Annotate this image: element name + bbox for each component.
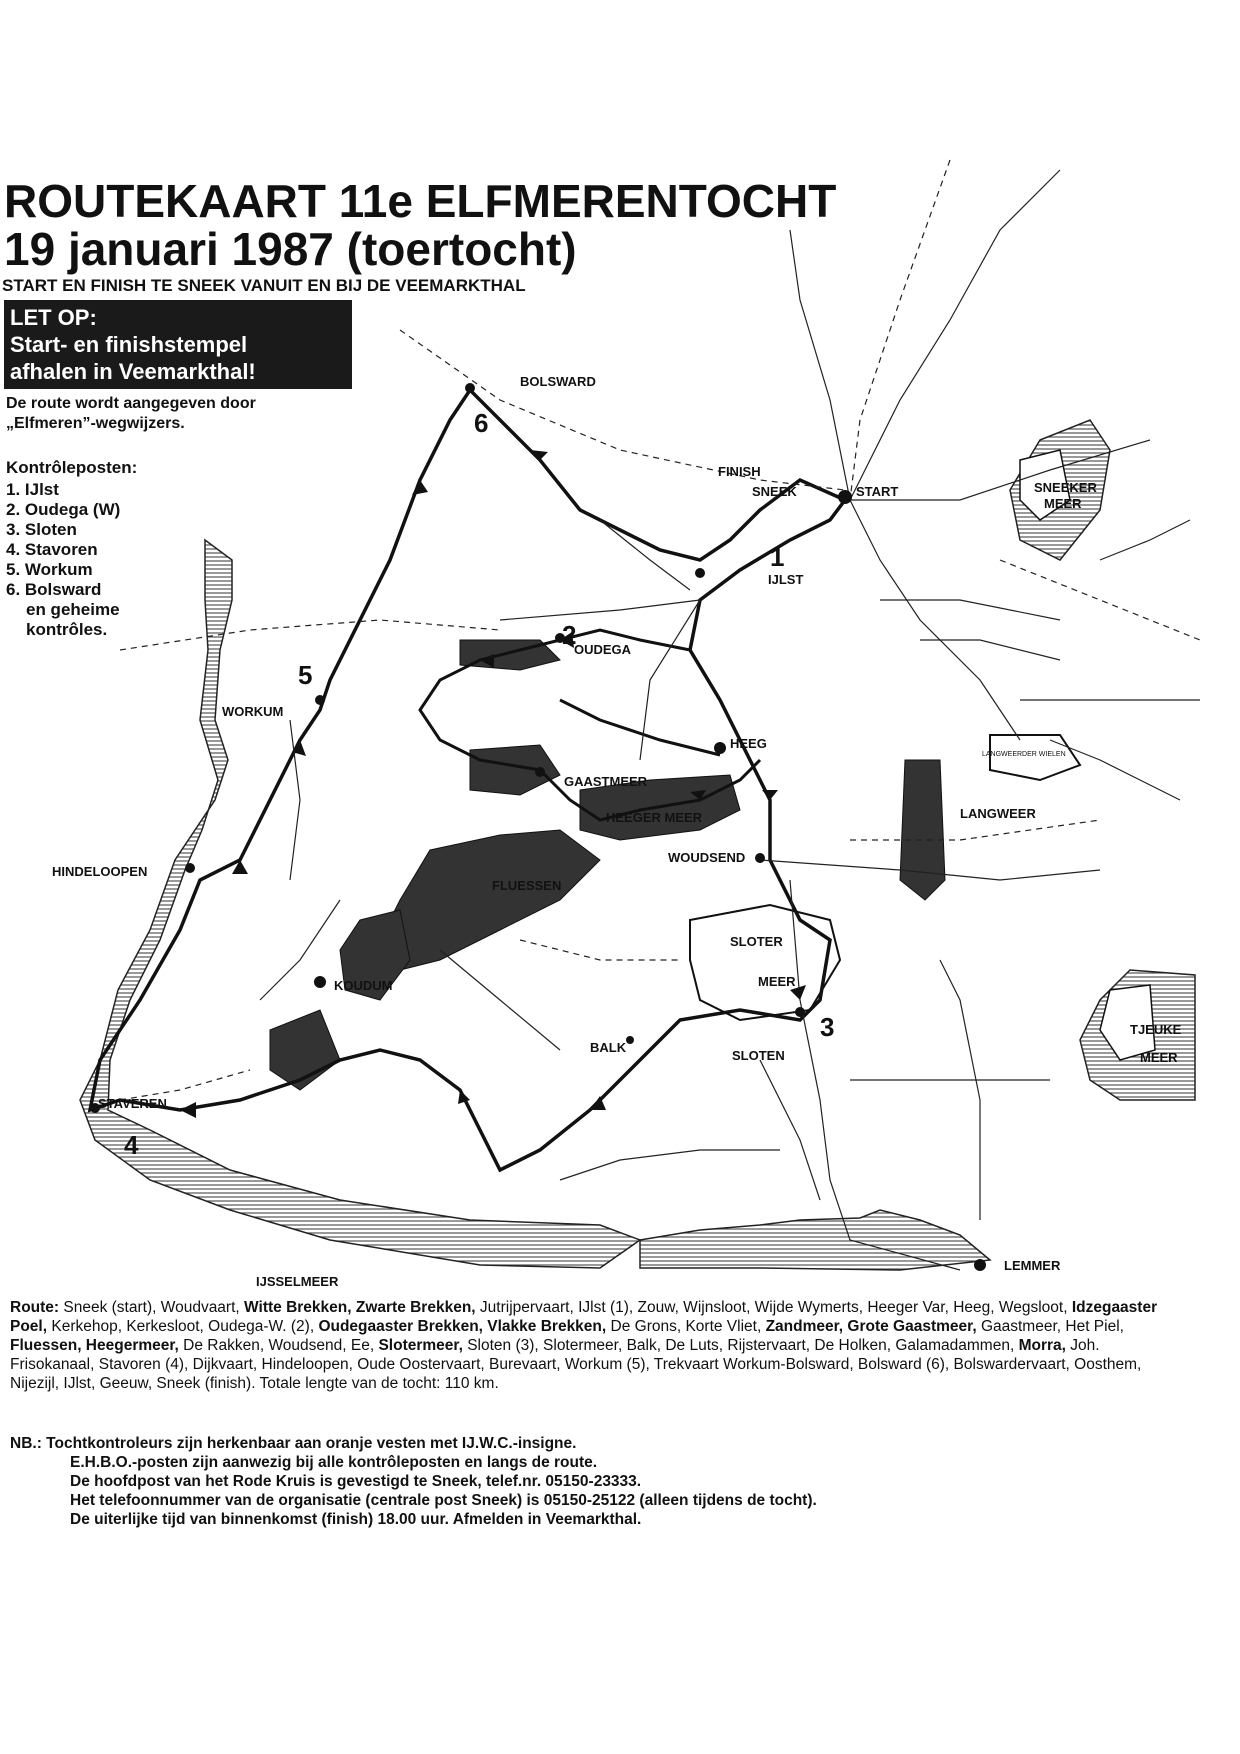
route-part: Idzegaaster Poel, <box>10 1299 1158 1335</box>
route-part: Fluessen, Heegermeer, <box>10 1337 184 1354</box>
nb-line: De uiterlijke tijd van binnenkomst (finish) 18.00 uur. Afmelden in Veemarkthal. <box>70 1511 642 1528</box>
map-label-langweer: LANGWEER <box>960 806 1036 821</box>
ijsselmeer-water-east <box>640 1210 990 1270</box>
map-label-finish: FINISH <box>718 464 761 479</box>
map-label-sneek: SNEEK <box>752 484 797 499</box>
checkpoint-4: 4 <box>124 1130 139 1160</box>
route-part: Joh. Frisokanaal, Stavoren (4), Dijkvaart, Hindeloopen, Oude Oostervaart, Burevaart, Workum (5), Trekvaart Workum-Bolsward, Bolsward (6), Bolswardervaart, Oosthem, Nijezijl, IJlst, Geeuw, Sneek (finish). Totale lengte van de tocht: 110 km. <box>10 1337 1142 1392</box>
route-line-heeg <box>560 700 720 755</box>
kontrolepost-item: kontrôles. <box>26 620 108 639</box>
route-part: De Rakken, Woudsend, Ee, <box>183 1337 379 1354</box>
route-part: Witte Brekken, Zwarte Brekken, <box>244 1299 480 1316</box>
ijsselmeer-water <box>80 540 640 1268</box>
route-part: Sneek (start), Woudvaart, <box>63 1299 245 1316</box>
map-label-ijsselmeer: IJSSELMEER <box>256 1274 339 1289</box>
map-label-balk: BALK <box>590 1040 627 1055</box>
map-label-start: START <box>856 484 899 499</box>
kontrolepost-item: 5. Workum <box>6 560 93 579</box>
map-label-koudum: KOUDUM <box>334 978 393 993</box>
map-label-ijlst: IJLST <box>768 572 804 587</box>
route-part: Morra, <box>1018 1337 1071 1354</box>
kontrolepost-item: 6. Bolsward <box>6 580 102 599</box>
checkpoint-2: 2 <box>562 620 577 650</box>
map-label-heeger-meer: HEEGER MEER <box>606 810 703 825</box>
checkpoint-6: 6 <box>474 408 489 438</box>
nb-line: E.H.B.O.-posten zijn aanwezig bij alle kontrôleposten en langs de route. <box>70 1454 598 1471</box>
route-note <box>6 394 256 434</box>
nb-line: NB.: Tochtkontroleurs zijn herkenbaar aan oranje vesten met IJ.W.C.-insigne. <box>10 1435 577 1452</box>
kontrolepost-item: en geheime <box>26 600 120 619</box>
kontrolepost-item: 1. IJlst <box>6 480 59 499</box>
map-label-gaastmeer: GAASTMEER <box>564 774 648 789</box>
route-note-line-2: „Elfmeren”-wegwijzers. <box>6 415 185 432</box>
route-part: De Grons, Korte Vliet, <box>610 1318 766 1335</box>
kontrolepost-item: 4. Stavoren <box>6 540 98 559</box>
map-label-langweerder-wielen: LANGWEERDER WIELEN <box>982 751 1066 758</box>
route-part: Gaastmeer, Het Piel, <box>980 1318 1124 1335</box>
langweer-lake <box>900 760 945 900</box>
kontrolepost-item: 2. Oudega (W) <box>6 500 121 519</box>
map-label-staveren: STAVEREN <box>98 1096 167 1111</box>
gaastmeer-lake <box>470 745 560 795</box>
notice-line-3: afhalen in Veemarkthal! <box>10 359 256 384</box>
route-part: Jutrijpervaart, IJlst (1), Zouw, Wijnsloot, Wijde Wymerts, Heeger Var, Heeg, Wegsloot, <box>479 1299 1072 1316</box>
map-label-sloter-meer: MEER <box>758 974 796 989</box>
map-label-fluessen: FLUESSEN <box>492 878 562 893</box>
page-title-date: 19 januari 1987 (toertocht) <box>4 223 577 275</box>
map-label-tjeuke: TJEUKE <box>1130 1022 1182 1037</box>
map-label-sneeker: SNEEKER <box>1034 480 1097 495</box>
checkpoint-1: 1 <box>770 542 785 572</box>
route-part: Slotermeer, <box>378 1337 468 1354</box>
checkpoint-3: 3 <box>820 1012 835 1042</box>
map-label-sneeker-meer: MEER <box>1044 496 1082 511</box>
map-label-sloten: SLOTEN <box>732 1048 785 1063</box>
map-label-heeg: HEEG <box>730 736 767 751</box>
map-label-workum: WORKUM <box>222 704 284 719</box>
route-part: Sloten (3), Slotermeer, Balk, De Luts, Rijstervaart, De Holken, Galamadammen, <box>467 1337 1019 1354</box>
map-label-woudsend: WOUDSEND <box>668 850 746 865</box>
nb-line: De hoofdpost van het Rode Kruis is gevestigd te Sneek, telef.nr. 05150-23333. <box>70 1473 642 1490</box>
map-label-lemmer: LEMMER <box>1004 1258 1061 1273</box>
nb-line: Het telefoonnummer van de organisatie (centrale post Sneek) is 05150-25122 (alleen tijdens de tocht). <box>70 1492 817 1509</box>
notice-line-2: Start- en finishstempel <box>10 332 248 357</box>
page-subtitle: START EN FINISH TE SNEEK VANUIT EN BIJ DE VEEMARKTHAL <box>2 276 526 295</box>
route-note-line-1: De route wordt aangegeven door <box>6 395 256 412</box>
fluessen-lake <box>380 830 600 970</box>
notice-box <box>4 300 352 389</box>
map-label-tjeuke-meer: MEER <box>1140 1050 1178 1065</box>
kontrolepost-item: 3. Sloten <box>6 520 77 539</box>
map-label-bolsward: BOLSWARD <box>520 374 596 389</box>
route-part: Route: <box>10 1299 64 1316</box>
route-part: Zandmeer, Grote Gaastmeer, <box>765 1318 981 1335</box>
route-part: Kerkehop, Kerkesloot, Oudega-W. (2), <box>51 1318 319 1335</box>
kontroleposten-list <box>6 480 120 640</box>
route-part: Oudegaaster Brekken, Vlakke Brekken, <box>318 1318 611 1335</box>
checkpoint-5: 5 <box>298 660 313 690</box>
route-description <box>10 1298 1160 1393</box>
page-title: ROUTEKAART 11e ELFMERENTOCHT <box>4 175 837 227</box>
map-label-hindeloopen: HINDELOOPEN <box>52 864 148 879</box>
map-label-oudega: OUDEGA <box>574 642 632 657</box>
kontroleposten-title: Kontrôleposten: <box>6 458 138 477</box>
nb-notes <box>10 1434 1160 1529</box>
notice-heading: LET OP: <box>10 305 97 330</box>
map-label-sloter: SLOTER <box>730 934 783 949</box>
